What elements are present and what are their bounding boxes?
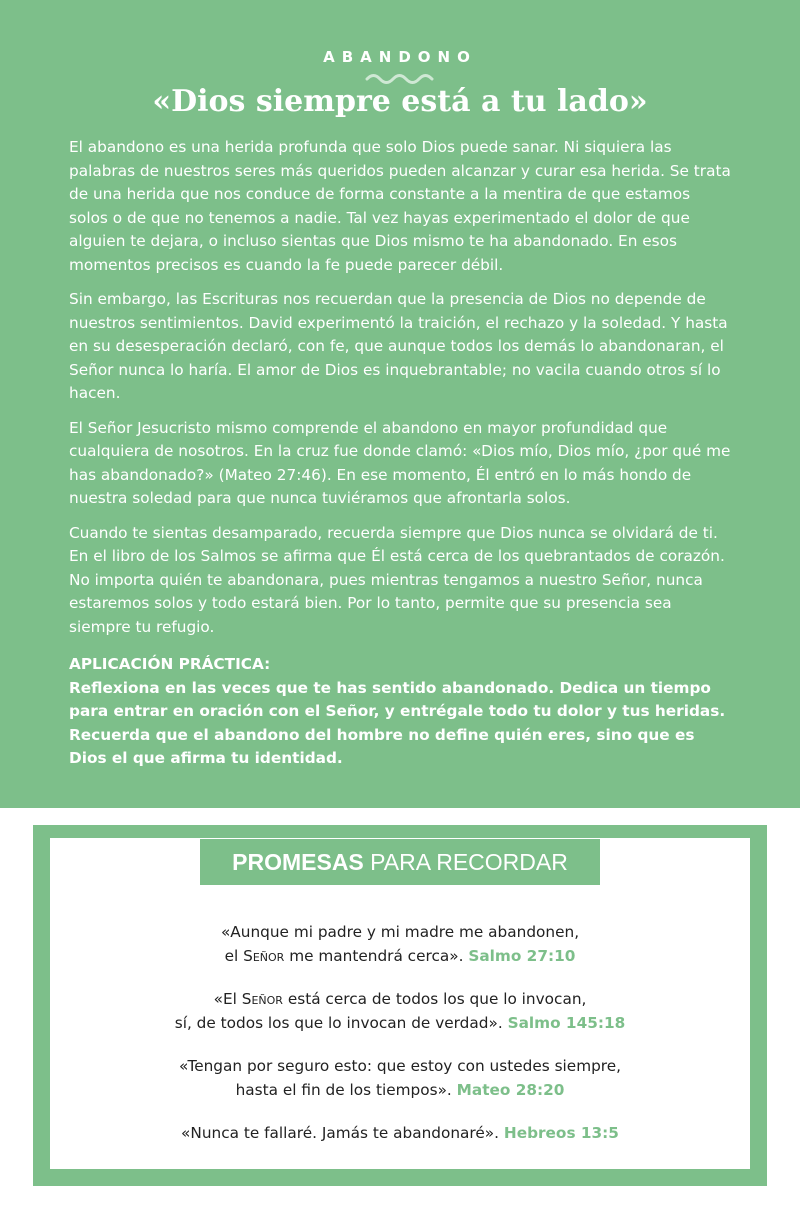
application-text: Reflexiona en las veces que te has sentido abandonado. Dedica un tiempo para entrar en oración con el Señor, y entrégale todo tu dolor y tus heridas. Recuerda que el abandono del hombre no define quién eres, sino que es Dios el que afirma tu identidad.: [69, 678, 726, 767]
paragraph-1: El abandono es una herida profunda que solo Dios puede sanar. Ni siquiera las palabras de nuestros seres más queridos pueden alcanzar y curar esa herida. Se trata de una herida que nos conduce de forma constante a la mentira de que estamos solos o de que no tenemos a nadie. Tal vez hayas experimentado el dolor de que alguien te dejara, o incluso sientas que Dios mismo te ha abandonado. En esos momentos precisos es cuando la fe puede parecer débil.: [69, 138, 731, 274]
paragraph-3: El Señor Jesucristo mismo comprende el abandono en mayor profundidad que cualquiera de nosotros. En la cruz fue donde clamó: «Dios mío, Dios mío, ¿por qué me has abandonado?» (Mateo 27:46). En ese momento, Él entró en lo más hondo de nuestra soledad para que nunca tuviéramos que afrontarla solos.: [69, 418, 731, 507]
verse-line: «Tengan por seguro esto: que estoy con ustedes siempre,: [178, 1057, 622, 1075]
verse-reference: Salmo 145:18: [507, 1014, 626, 1032]
verse-reference: Salmo 27:10: [468, 947, 576, 965]
verse-text: me mantendrá cerca».: [284, 947, 469, 965]
verse-text: está cerca de todos los que lo invocan,: [282, 990, 587, 1008]
application-heading: APLICACIÓN PRÁCTICA:: [69, 655, 271, 673]
verse-lord: Señor: [241, 990, 283, 1008]
banner-bold: PROMESAS: [232, 849, 364, 875]
page-title: «Dios siempre está a tu lado»: [152, 84, 648, 119]
verse-reference: Hebreos 13:5: [503, 1124, 619, 1142]
verse-4: [70, 1121, 730, 1145]
verse-line: sí, de todos los que lo invocan de verdad».: [174, 1014, 508, 1032]
verses-list: [70, 920, 730, 1164]
verse-lord: Señor: [243, 947, 285, 965]
verse-text: «El: [213, 990, 242, 1008]
verse-text: el: [224, 947, 244, 965]
verse-3: [70, 1054, 730, 1102]
paragraph-2: Sin embargo, las Escrituras nos recuerdan que la presencia de Dios no depende de nuestros sentimientos. David experimentó la traición, el rechazo y la soledad. Y hasta en su desesperación declaró, con fe, que aunque todos los demás lo abandonaran, el Señor nunca lo haría. El amor de Dios es inquebrantable; no vacila cuando otros sí lo hacen.: [69, 290, 728, 402]
banner-rest: PARA RECORDAR: [370, 849, 568, 875]
verse-line: «Aunque mi padre y mi madre me abandonen,: [220, 923, 580, 941]
paragraph-4: Cuando te sientas desamparado, recuerda siempre que Dios nunca se olvidará de ti. En el libro de los Salmos se afirma que Él está cerca de los quebrantados de corazón. No importa quién te abandonara, pues mientras tengamos a nuestro Señor, nunca estaremos solos y todo estará bien. Por lo tanto, permite que su presencia sea siempre tu refugio.: [69, 523, 725, 636]
verse-line: «Nunca te fallaré. Jamás te abandonaré».: [181, 1124, 504, 1142]
verse-reference: Mateo 28:20: [456, 1081, 565, 1099]
verse-1: [70, 920, 730, 968]
body-text: [69, 136, 733, 782]
section-kicker: ABANDONO: [323, 48, 477, 66]
wave-ornament-icon: [365, 70, 435, 84]
promises-banner: [200, 839, 600, 885]
verse-line: hasta el fin de los tiempos».: [235, 1081, 457, 1099]
verse-2: [70, 987, 730, 1035]
